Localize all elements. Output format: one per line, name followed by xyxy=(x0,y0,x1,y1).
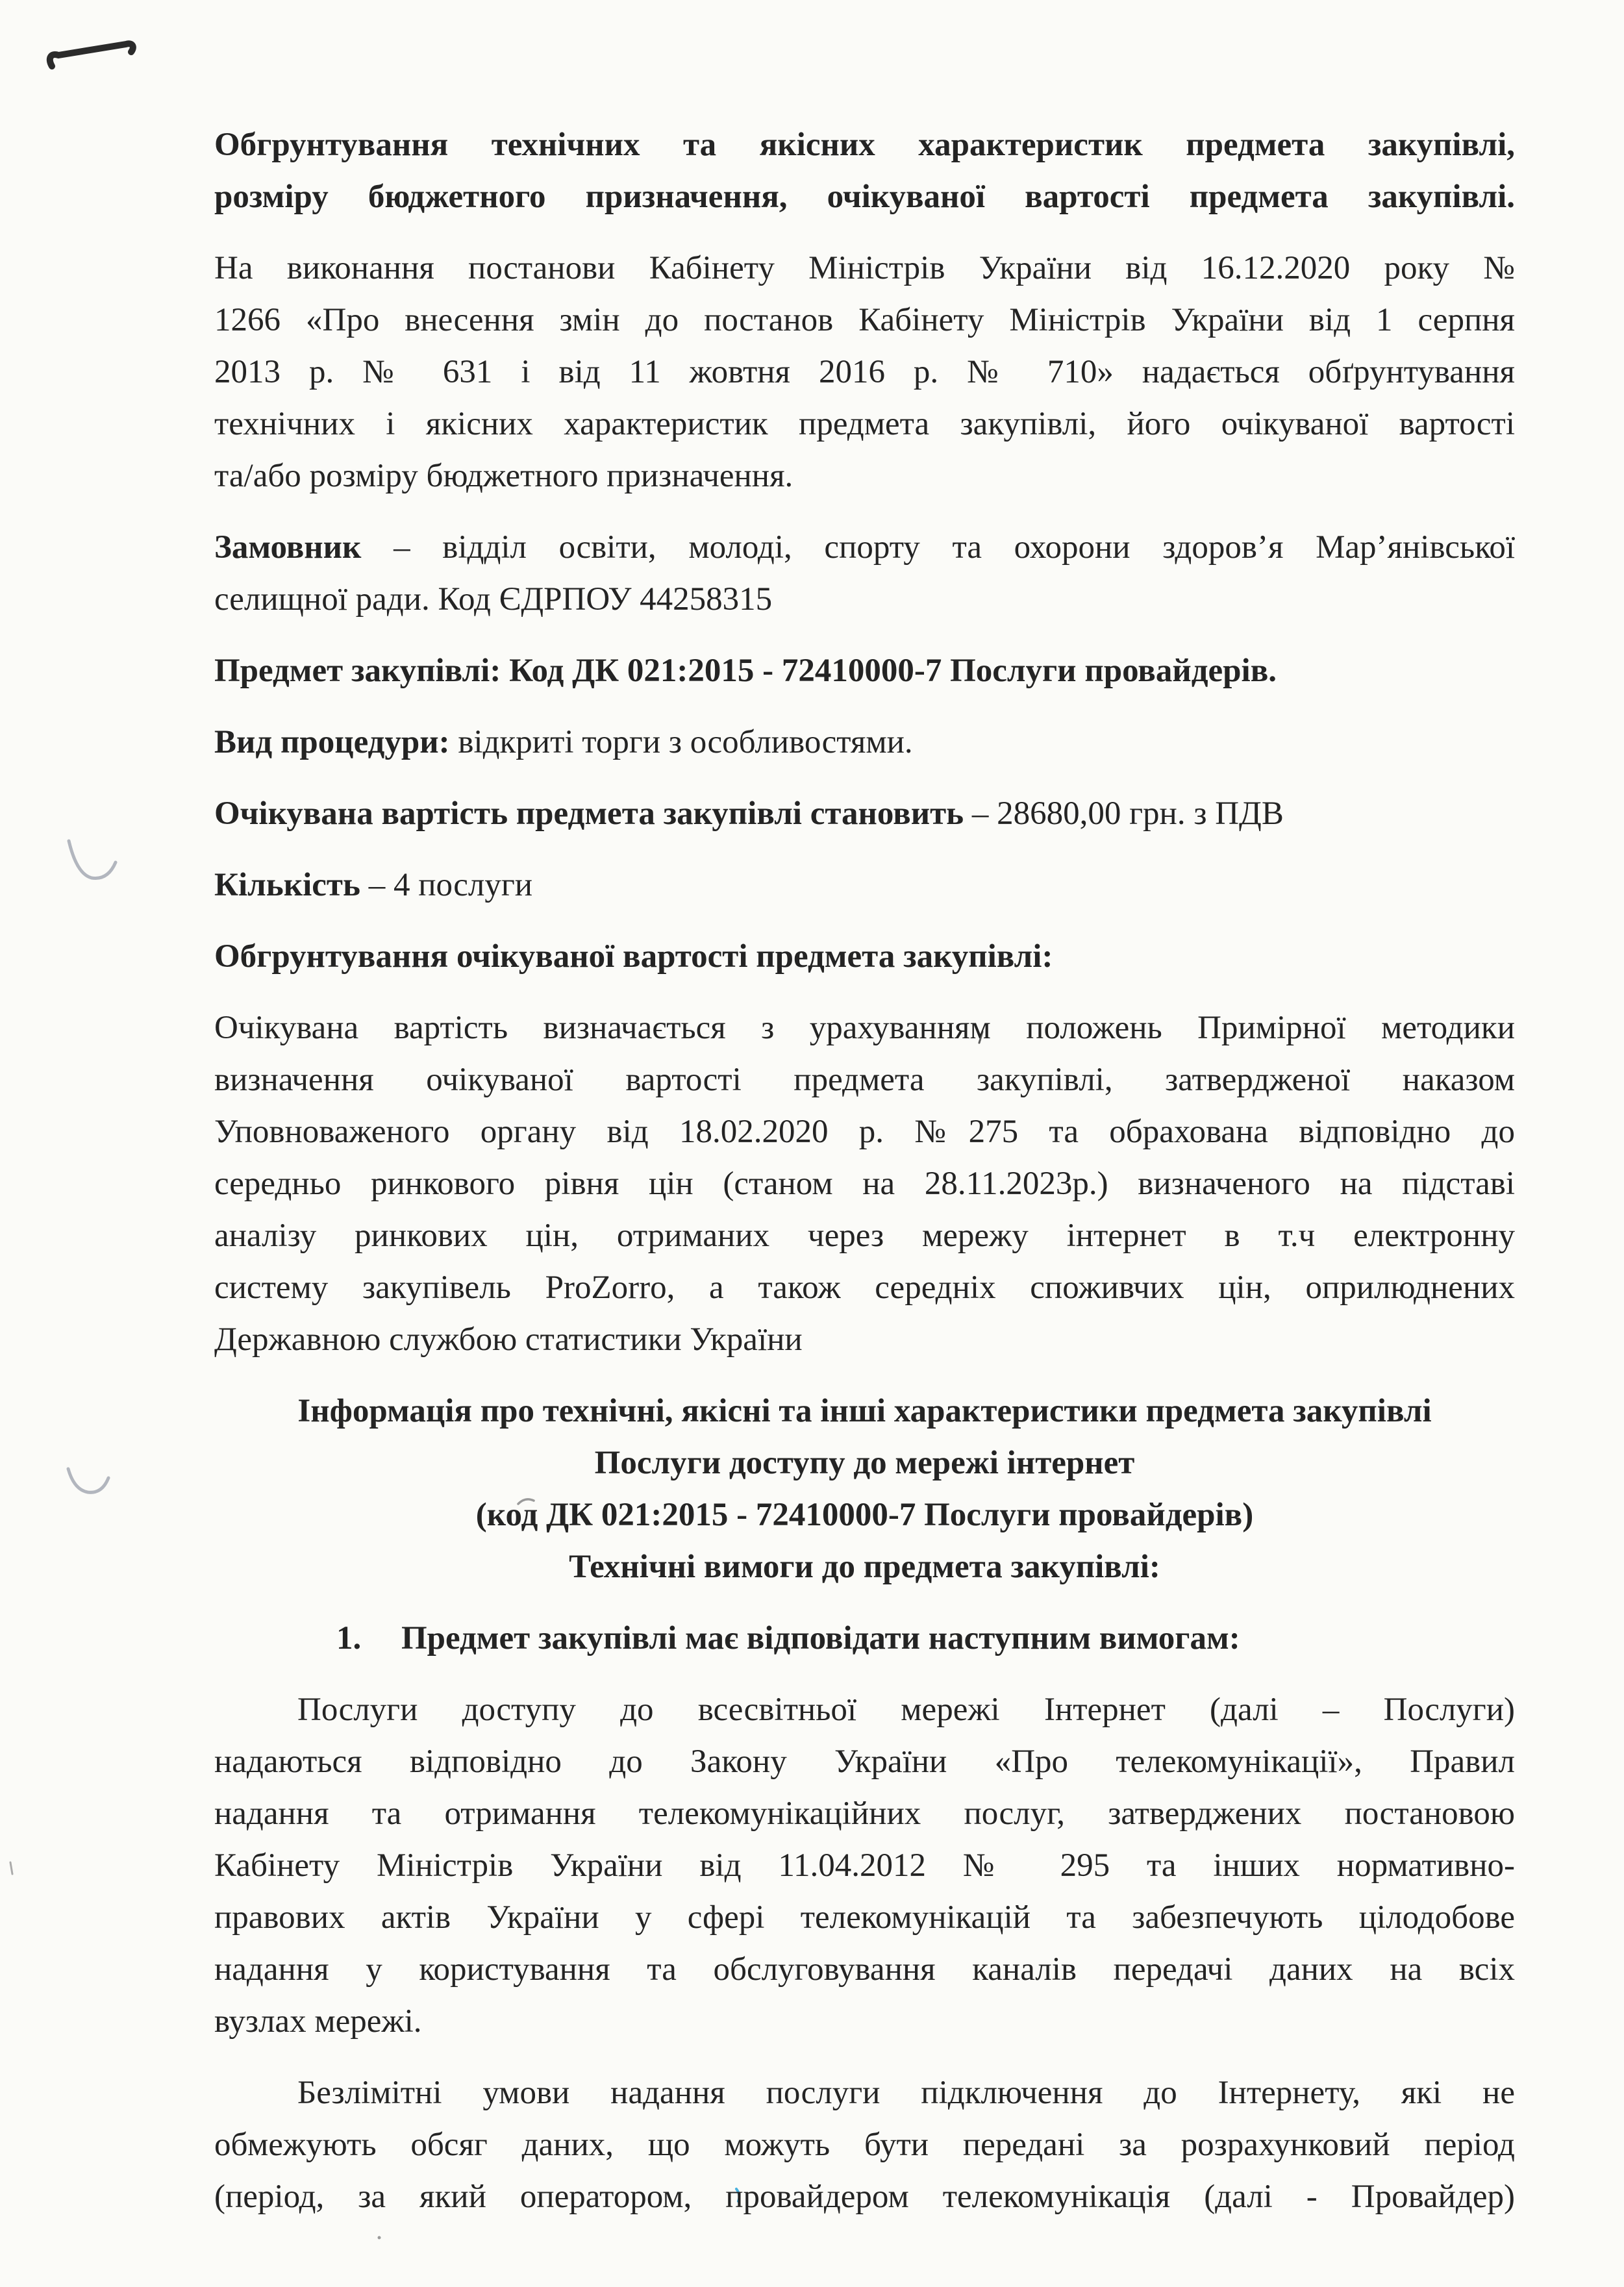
text-line: розміру бюджетного призначення, очікуваної вартості предмета закупівлі. xyxy=(214,179,1515,215)
expected-value-amount: – 28680,00 грн. з ПДВ xyxy=(964,795,1284,832)
text-line: Уповноваженого органу від 18.02.2020 р. №275 та обрахована відповідно до xyxy=(214,1114,1515,1150)
text-line: правових актів України у сфері телекомунікацій та забезпечують цілодобове xyxy=(214,1899,1515,1936)
quantity-line xyxy=(214,859,1515,911)
text-line: Послуги доступу до мережі інтернет xyxy=(594,1445,1135,1481)
justification-heading xyxy=(214,931,1515,982)
text-line: Безлімітні умови надання послуги підключення до Інтернету, які не xyxy=(297,2075,1515,2111)
text-line: Очікувана вартість визначається з урахуванням положень Примірної методики xyxy=(214,1010,1515,1046)
text-line: Державною службою статистики України xyxy=(214,1321,803,1358)
customer-value: – відділ освіти, молоді, спорту та охорони здоров’я Мар’янівської xyxy=(361,529,1515,566)
procedure-value: відкриті торги з особливостями. xyxy=(449,724,913,760)
text-line: селищної ради. Код ЄДРПОУ 44258315 xyxy=(214,581,773,618)
customer-block xyxy=(214,521,1515,625)
text-line: Інформація про технічні, якісні та інші характеристики предмета закупівлі xyxy=(297,1393,1432,1429)
text-line xyxy=(214,859,1515,911)
text-line xyxy=(214,788,1515,840)
text-line: надання та отримання телекомунікаційних послуг, затверджених постановою xyxy=(214,1795,1515,1832)
info-heading-block xyxy=(214,1385,1515,1593)
text-line: вузлах мережі. xyxy=(214,2003,422,2040)
main-heading xyxy=(214,119,1515,223)
dust-speck xyxy=(378,2236,381,2240)
unlimited-paragraph xyxy=(214,2067,1515,2223)
text-line: надаються відповідно до Закону України «Про телекомунікації», Правил xyxy=(214,1743,1515,1780)
text-line: 2013 р. № 631 і від 11 жовтня 2016 р. № 710» надається обґрунтування xyxy=(214,354,1515,390)
text-line: Кабінету Міністрів України від 11.04.2012 № 295 та інших нормативно- xyxy=(214,1847,1515,1884)
requirements-item-text: Предмет закупівлі має відповідати наступним вимогам: xyxy=(401,1620,1240,1656)
services-paragraph xyxy=(214,1684,1515,2047)
expected-value-line xyxy=(214,788,1515,840)
intro-paragraph xyxy=(214,242,1515,502)
text-line: Послуги доступу до всесвітньої мережі Інтернет (далі – Послуги) xyxy=(297,1692,1515,1728)
text-line xyxy=(214,716,1515,768)
justification-paragraph xyxy=(214,1002,1515,1366)
text-line: аналізу ринкових цін, отриманих через мережу інтернет в т.ч електронну xyxy=(214,1218,1515,1254)
text-line: обмежують обсяг даних, що можуть бути передані за розрахунковий період xyxy=(214,2127,1515,2163)
text-line xyxy=(214,1612,1515,1664)
procedure-line xyxy=(214,716,1515,768)
text-line: (код ДК 021:2015 - 72410000-7 Послуги провайдерів) xyxy=(475,1497,1254,1533)
text-line: 1266 «Про внесення змін до постанов Кабінету Міністрів України від 1 серпня xyxy=(214,302,1515,338)
text-line: Обгрунтування очікуваної вартості предмета закупівлі: xyxy=(214,938,1053,975)
text-line: визначення очікуваної вартості предмета закупівлі, затвердженої наказом xyxy=(214,1062,1515,1098)
text-line: Технічні вимоги до предмета закупівлі: xyxy=(569,1549,1160,1585)
text-line xyxy=(214,521,1515,573)
list-number: 1. xyxy=(336,1620,362,1656)
text-line: Предмет закупівлі: Код ДК 021:2015 - 72410000-7 Послуги провайдерів. xyxy=(214,653,1277,689)
procedure-label: Вид процедури: xyxy=(214,724,450,760)
quantity-label: Кількість xyxy=(214,867,360,903)
text-line: технічних і якісних характеристик предмета закупівлі, його очікуваної вартості xyxy=(214,406,1515,442)
expected-value-label: Очікувана вартість предмета закупівлі становить xyxy=(214,795,964,832)
quantity-value: – 4 послуги xyxy=(360,867,533,903)
text-line: (період, за який оператором, провайдером телекомунікація (далі - Провайдер) xyxy=(214,2179,1515,2215)
subject-line xyxy=(214,645,1515,697)
text-line: та/або розміру бюджетного призначення. xyxy=(214,458,793,494)
text-line: На виконання постанови Кабінету Міністрів України від 16.12.2020 року № xyxy=(214,250,1515,286)
text-line: середньо ринкового рівня цін (станом на 28.11.2023р.) визначеного на підставі xyxy=(214,1166,1515,1202)
customer-label: Замовник xyxy=(214,529,362,566)
requirements-item-1 xyxy=(214,1612,1515,1664)
text-line: систему закупівель ProZorro, а також середніх споживчих цін, оприлюднених xyxy=(214,1269,1515,1306)
text-line: Обгрунтування технічних та якісних характеристик предмета закупівлі, xyxy=(214,127,1515,163)
text-line: надання у користування та обслуговування каналів передачі даних на всіх xyxy=(214,1951,1515,1988)
